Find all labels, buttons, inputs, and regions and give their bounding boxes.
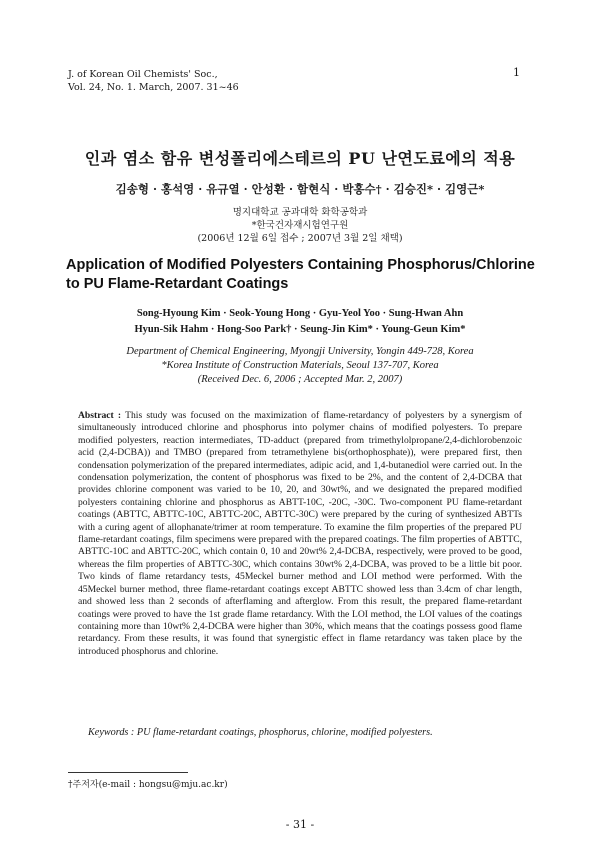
korean-affiliation-dept: 명지대학교 공과대학 화학공학과 bbox=[232, 207, 368, 218]
english-affiliation bbox=[60, 345, 540, 387]
english-title-line1: Application of Modified Polyesters Containing Phosphorus/Chlorine bbox=[66, 257, 535, 273]
abstract-label: Abstract : bbox=[78, 410, 122, 421]
english-affiliation-institute: *Korea Institute of Construction Materials, Seoul 137-707, Korea bbox=[161, 360, 439, 371]
keywords-label: Keywords : bbox=[88, 727, 135, 738]
korean-authors: 김송형 · 홍석영 · 유규열 · 안성환 · 함현식 · 박홍수† · 김승진* · 김영근* bbox=[115, 182, 485, 196]
footnote-divider bbox=[68, 772, 188, 773]
english-authors bbox=[60, 306, 540, 338]
journal-name: J. of Korean Oil Chemists' Soc., bbox=[68, 69, 218, 80]
english-title-line2: to PU Flame-Retardant Coatings bbox=[66, 276, 289, 292]
english-authors-line1: Song-Hyoung Kim · Seok-Young Hong · Gyu-Yeol Yoo · Sung-Hwan Ahn bbox=[136, 308, 464, 319]
korean-title: 인과 염소 함유 변성폴리에스테르의 PU 난연도료에의 적용 bbox=[84, 149, 516, 168]
page-number-top: 1 bbox=[513, 66, 520, 79]
english-title bbox=[66, 256, 586, 294]
korean-affiliation-institute: *한국건자재시험연구원 bbox=[251, 220, 349, 231]
page-number-footer: - 31 - bbox=[285, 818, 315, 831]
korean-affiliation bbox=[60, 206, 540, 245]
journal-header bbox=[68, 68, 239, 94]
abstract-text: This study was focused on the maximization of flame-retardancy of polyesters by a synergism of simultaneously introduced chlorine and phosphorus into polymer chains of modified polyesters. To prepare modified polyesters, reaction intermediates, TD-adduct (prepared from trimethylolpropane/2,4-dichlorobenzoic acid (2,4-DCBA)) and TMBO (prepared from tetramethylene bis(orthophosphate)), were prepared first, then condensation polymerization of the prepared intermediates, adipic acid, and 1,4-butanediol were carried out. In the condensation polymerization, the content of phosphorus was fixed to be 2%, and the content of 2,4-DCBA that provides chlorine component was varied to be 10, 20, and 30wt%, and we designated the prepared modified polyesters containing chlorine and phosphorus as ABTT-10C, -20C, -30C. Two-component PU flame-retardant coatings (ABTTC, ABTTC-10C, ABTTC-20C, ABTTC-30C) were prepared by the curing of synthesized ABTTs with a curing agent of allophanate/trimer at room temperature. To examine the film properties of the prepared PU flame-retardant coatings, film specimens were prepared with the prepared coatings. The film properties of ABTTC, ABTTC-10C and ABTTC-20C, which contain 0, 10 and 20wt% 2,4-DCBA, respectively, were proved to be good, whereas the film properties of ABTTC-30C, which contains 30wt% 2,4-DCBA, was proved to be a little bit poor. Two kinds of flame retardancy tests, 45Meckel burner method and LOI method were performed. With the 45Meckel burner method, three flame-retardant coatings except ABTTC showed less than 3.4cm of char length, and showed less than 2 seconds of afterflaming and afterglow. From this result, the prepared flame-retardant coatings were proved to have the 1st grade flame retardancy. With the LOI method, the LOI values of the coatings containing more than 10wt% 2,4-DCBA were higher than 30%, which means that the coatings possess good flame retardancy. From these results, it was found that synergistic effect in flame retardancy was taken place by the introduced phosphorus and chlorine. bbox=[78, 410, 523, 657]
keywords bbox=[88, 727, 528, 738]
footnote-corresponding-author: †주저자(e-mail : hongsu@mju.ac.kr) bbox=[68, 780, 228, 790]
english-affiliation-dept: Department of Chemical Engineering, Myongji University, Yongin 449-728, Korea bbox=[126, 346, 474, 357]
english-received-dates: (Received Dec. 6, 2006 ; Accepted Mar. 2, 2007) bbox=[197, 374, 403, 385]
journal-volume: Vol. 24, No. 1. March, 2007. 31~46 bbox=[68, 82, 239, 93]
abstract bbox=[78, 410, 522, 658]
keywords-text: PU flame-retardant coatings, phosphorus, chlorine, modified polyesters. bbox=[136, 727, 433, 738]
english-authors-line2: Hyun-Sik Hahm · Hong-Soo Park† · Seung-Jin Kim* · Young-Geun Kim* bbox=[134, 324, 466, 335]
korean-received-dates: (2006년 12월 6일 접수 ; 2007년 3월 2일 채택) bbox=[197, 233, 403, 244]
